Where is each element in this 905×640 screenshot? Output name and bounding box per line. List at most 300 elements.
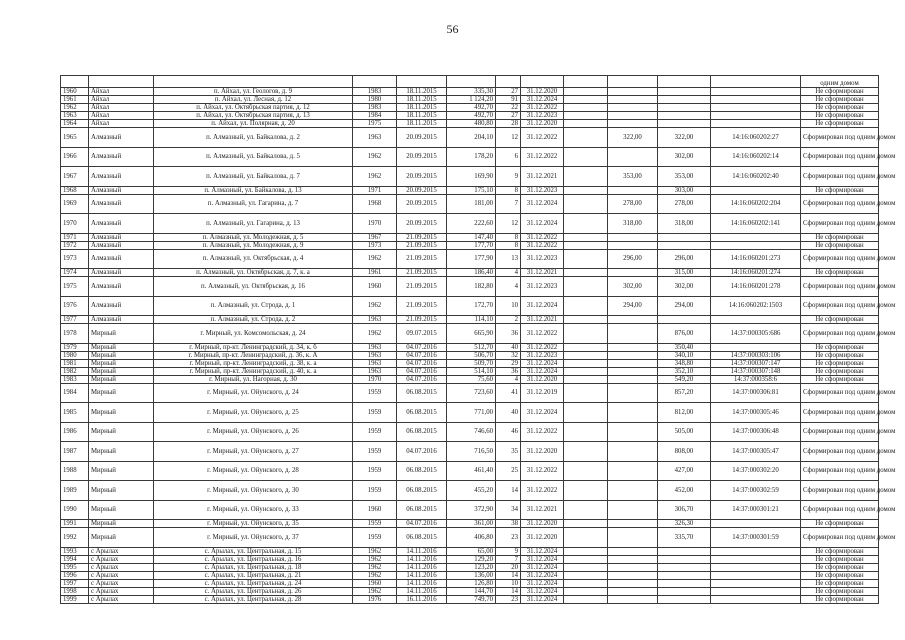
cell-emergency-date: 04.07.2016 (397, 442, 447, 462)
cell-number: 1990 (61, 500, 89, 520)
cell-residents: 7 (496, 194, 521, 214)
cell-settlement: с Арылах (89, 587, 154, 595)
cell-address: п. Айхал, ул. Октябрьская партия, д. 12 (154, 104, 353, 112)
cell-emergency-date: 14.11.2016 (397, 547, 447, 555)
cell-residents: 4 (496, 277, 521, 297)
cell-emergency-date: 21.09.2015 (397, 233, 447, 241)
cell-area: 492,70 (447, 112, 496, 120)
table-row (61, 147, 879, 167)
table-row (61, 88, 879, 96)
cell-address: с. Арылах, ул. Центральная, д. 24 (154, 579, 353, 587)
cell-empty (564, 555, 608, 563)
cell-area: 177,90 (447, 249, 496, 269)
cell-settlement: Мирный (89, 528, 154, 548)
cell-settlement: Алмазный (89, 147, 154, 167)
cell-number: 1968 (61, 186, 89, 194)
cell-end-date: 31.12.2021 (521, 167, 564, 187)
cell-number: 1962 (61, 104, 89, 112)
cell-area: 455,20 (447, 481, 496, 501)
cell-cadastral: 14:16:060202:27 (711, 128, 801, 148)
cell-empty (564, 241, 608, 249)
cell-land-area-1 (608, 186, 658, 194)
cell-settlement: Алмазный (89, 233, 154, 241)
cell-area: 746,60 (447, 422, 496, 442)
cell-land-area-1: 278,00 (608, 194, 658, 214)
cell-empty (564, 120, 608, 128)
cell-cadastral (711, 88, 801, 96)
cell-land-area-2 (658, 579, 711, 587)
cell-area: 182,80 (447, 277, 496, 297)
cell-land-area-2: 857,20 (658, 383, 711, 403)
cell-number: 1974 (61, 269, 89, 277)
cell-residents: 41 (496, 383, 521, 403)
cell-cadastral (711, 186, 801, 194)
cell-residents: 35 (496, 442, 521, 462)
cell-residents: 23 (496, 528, 521, 548)
cell-residents: 38 (496, 520, 521, 528)
cell-address: п. Алмазный, ул. Молодежная, д. 9 (154, 241, 353, 249)
cell-status: Сформирован под одним домом (801, 194, 879, 214)
cell-settlement: Мирный (89, 367, 154, 375)
cell-end-date: 31.12.2024 (521, 367, 564, 375)
cell-year: 1962 (353, 563, 397, 571)
table-row (61, 547, 879, 555)
cell-land-area-1 (608, 104, 658, 112)
cell-settlement: с Арылах (89, 579, 154, 587)
cell-area (447, 76, 496, 88)
cell-settlement: с Арылах (89, 571, 154, 579)
cell-emergency-date: 18.11.2015 (397, 120, 447, 128)
cell-land-area-1 (608, 528, 658, 548)
cell-number: 1972 (61, 241, 89, 249)
cell-land-area-2 (658, 547, 711, 555)
cell-address: г. Мирный, пр-кт. Ленинградский, д. 40, к. а (154, 367, 353, 375)
cell-year: 1963 (353, 128, 397, 148)
cell-settlement: Мирный (89, 481, 154, 501)
cell-address: п. Алмазный, ул. Молодежная, д. 5 (154, 233, 353, 241)
cell-end-date: 31.12.2020 (521, 88, 564, 96)
cell-residents: 4 (496, 269, 521, 277)
cell-residents: 27 (496, 88, 521, 96)
cell-status: Не сформирован (801, 571, 879, 579)
cell-end-date: 31.12.2022 (521, 343, 564, 351)
cell-empty (564, 528, 608, 548)
cell-number: 1983 (61, 375, 89, 383)
cell-settlement: Алмазный (89, 316, 154, 324)
cell-number: 1980 (61, 351, 89, 359)
cell-area: 506,70 (447, 351, 496, 359)
cell-status: Сформирован под одним домом (801, 296, 879, 316)
cell-year: 1962 (353, 147, 397, 167)
cell-status: Сформирован под одним домом (801, 500, 879, 520)
table-row (61, 461, 879, 481)
cell-empty (564, 383, 608, 403)
cell-residents: 10 (496, 296, 521, 316)
cell-number: 1973 (61, 249, 89, 269)
cell-status: Не сформирован (801, 555, 879, 563)
cell-settlement (89, 76, 154, 88)
cell-land-area-2: 302,00 (658, 277, 711, 297)
cell-address: г. Мирный, ул. Ойунского, д. 24 (154, 383, 353, 403)
cell-area: 406,80 (447, 528, 496, 548)
cell-year: 1980 (353, 96, 397, 104)
cell-status: Не сформирован (801, 587, 879, 595)
cell-number: 1969 (61, 194, 89, 214)
housing-table (60, 75, 896, 604)
cell-empty (564, 343, 608, 351)
cell-number: 1967 (61, 167, 89, 187)
cell-address: с. Арылах, ул. Центральная, д. 26 (154, 587, 353, 595)
table-row (61, 383, 879, 403)
cell-cadastral (711, 343, 801, 351)
cell-address: п. Айхал, ул. Лесная, д. 12 (154, 96, 353, 104)
cell-land-area-1 (608, 324, 658, 344)
cell-year: 1960 (353, 500, 397, 520)
cell-year: 1962 (353, 547, 397, 555)
cell-area: 480,80 (447, 120, 496, 128)
cell-end-date: 31.12.2022 (521, 422, 564, 442)
cell-status: Сформирован под одним домом (801, 442, 879, 462)
cell-land-area-2 (658, 96, 711, 104)
table-row (61, 277, 879, 297)
cell-year: 1984 (353, 112, 397, 120)
cell-number: 1995 (61, 563, 89, 571)
cell-settlement: Айхал (89, 112, 154, 120)
cell-area: 461,40 (447, 461, 496, 481)
cell-end-date: 31.12.2024 (521, 194, 564, 214)
cell-residents: 8 (496, 241, 521, 249)
cell-emergency-date: 14.11.2016 (397, 571, 447, 579)
cell-address: п. Алмазный, ул. Октябрьская, д. 7, к. а (154, 269, 353, 277)
cell-cadastral (711, 555, 801, 563)
cell-residents: 14 (496, 571, 521, 579)
cell-residents: 8 (496, 186, 521, 194)
cell-land-area-2: 350,40 (658, 343, 711, 351)
cell-number: 1975 (61, 277, 89, 297)
cell-residents: 9 (496, 167, 521, 187)
cell-land-area-1 (608, 442, 658, 462)
cell-emergency-date: 04.07.2016 (397, 343, 447, 351)
cell-emergency-date: 21.09.2015 (397, 249, 447, 269)
cell-land-area-1: 296,00 (608, 249, 658, 269)
table-row (61, 500, 879, 520)
cell-number: 1963 (61, 112, 89, 120)
cell-area: 1 124,20 (447, 96, 496, 104)
cell-land-area-1: 294,00 (608, 296, 658, 316)
cell-settlement: Мирный (89, 422, 154, 442)
cell-land-area-2: 549,20 (658, 375, 711, 383)
cell-cadastral: 14:37:000302:20 (711, 461, 801, 481)
cell-cadastral: 14:16:060202:40 (711, 167, 801, 187)
table-row (61, 359, 879, 367)
cell-land-area-2 (658, 104, 711, 112)
cell-empty (564, 194, 608, 214)
cell-number: 1989 (61, 481, 89, 501)
table-row (61, 351, 879, 359)
cell-address: п. Алмазный, ул. Байкалова, д. 2 (154, 128, 353, 148)
cell-land-area-2: 812,00 (658, 403, 711, 423)
cell-area: 181,00 (447, 194, 496, 214)
table-row (61, 555, 879, 563)
cell-address: п. Алмазный, ул. Строда, д. 1 (154, 296, 353, 316)
cell-status: Не сформирован (801, 367, 879, 375)
cell-status: Не сформирован (801, 233, 879, 241)
cell-address: п. Алмазный, ул. Байкалова, д. 13 (154, 186, 353, 194)
page-number: 56 (446, 22, 459, 36)
cell-cadastral: 14:37:000358:6 (711, 375, 801, 383)
cell-status: Сформирован под одним домом (801, 422, 879, 442)
cell-land-area-1 (608, 367, 658, 375)
cell-address: г. Мирный, ул. Комсомольская, д. 24 (154, 324, 353, 344)
cell-number: 1981 (61, 359, 89, 367)
cell-land-area-1 (608, 547, 658, 555)
cell-year: 1983 (353, 104, 397, 112)
cell-settlement: Мирный (89, 442, 154, 462)
cell-status: Сформирован под одним домом (801, 383, 879, 403)
cell-residents: 40 (496, 343, 521, 351)
cell-year: 1962 (353, 555, 397, 563)
cell-year: 1959 (353, 528, 397, 548)
cell-residents: 36 (496, 324, 521, 344)
cell-number: 1988 (61, 461, 89, 481)
cell-number: 1987 (61, 442, 89, 462)
cell-end-date: 31.12.2023 (521, 249, 564, 269)
cell-residents: 40 (496, 403, 521, 423)
cell-year: 1959 (353, 481, 397, 501)
cell-end-date: 31.12.2020 (521, 375, 564, 383)
cell-status: Сформирован под одним домом (801, 528, 879, 548)
table-row (61, 296, 879, 316)
table-row (61, 442, 879, 462)
cell-address: с. Арылах, ул. Центральная, д. 28 (154, 595, 353, 603)
cell-area: 178,20 (447, 147, 496, 167)
cell-year: 1960 (353, 277, 397, 297)
cell-empty (564, 269, 608, 277)
table-row (61, 375, 879, 383)
cell-emergency-date: 20.09.2015 (397, 128, 447, 148)
cell-number: 1994 (61, 555, 89, 563)
cell-settlement: Мирный (89, 500, 154, 520)
cell-status: Не сформирован (801, 112, 879, 120)
cell-empty (564, 461, 608, 481)
table-row (61, 120, 879, 128)
cell-status: Сформирован под одним домом (801, 249, 879, 269)
cell-address: п. Алмазный, ул. Гагарина, д. 7 (154, 194, 353, 214)
cell-emergency-date: 04.07.2016 (397, 375, 447, 383)
cell-land-area-1 (608, 233, 658, 241)
cell-status: Не сформирован (801, 88, 879, 96)
cell-emergency-date: 06.08.2015 (397, 500, 447, 520)
cell-emergency-date: 21.09.2015 (397, 241, 447, 249)
cell-settlement: Айхал (89, 120, 154, 128)
cell-cadastral: 14:37:000306:81 (711, 383, 801, 403)
cell-end-date: 31.12.2024 (521, 587, 564, 595)
table-row (61, 343, 879, 351)
cell-cadastral (711, 579, 801, 587)
cell-empty (564, 520, 608, 528)
cell-end-date: 31.12.2021 (521, 316, 564, 324)
cell-empty (564, 359, 608, 367)
cell-area: 509,70 (447, 359, 496, 367)
cell-number: 1982 (61, 367, 89, 375)
cell-land-area-1 (608, 571, 658, 579)
cell-cadastral: 14:37:000307:147 (711, 359, 801, 367)
cell-empty (564, 442, 608, 462)
cell-residents: 28 (496, 120, 521, 128)
cell-end-date: 31.12.2024 (521, 555, 564, 563)
cell-residents: 25 (496, 461, 521, 481)
cell-status: Сформирован под одним домом (801, 167, 879, 187)
cell-emergency-date: 16.11.2016 (397, 595, 447, 603)
cell-emergency-date: 20.09.2015 (397, 147, 447, 167)
cell-area: 144,70 (447, 587, 496, 595)
cell-land-area-2: 278,00 (658, 194, 711, 214)
cell-land-area-1 (608, 481, 658, 501)
table-row (61, 128, 879, 148)
cell-cadastral: 14:16:060201:273 (711, 249, 801, 269)
cell-empty (564, 316, 608, 324)
cell-year: 1967 (353, 233, 397, 241)
cell-land-area-1: 322,00 (608, 128, 658, 148)
cell-address: г. Мирный, ул. Ойунского, д. 35 (154, 520, 353, 528)
cell-cadastral (711, 571, 801, 579)
cell-status: одним домом (801, 76, 879, 88)
cell-end-date: 31.12.2022 (521, 241, 564, 249)
cell-land-area-2: 348,80 (658, 359, 711, 367)
cell-land-area-1 (608, 383, 658, 403)
cell-year: 1975 (353, 120, 397, 128)
cell-emergency-date: 14.11.2016 (397, 587, 447, 595)
cell-area: 514,10 (447, 367, 496, 375)
cell-address: п. Алмазный, ул. Байкалова, д. 5 (154, 147, 353, 167)
cell-number: 1965 (61, 128, 89, 148)
cell-address: г. Мирный, пр-кт. Ленинградский, д. 34, к. б (154, 343, 353, 351)
cell-residents: 2 (496, 316, 521, 324)
cell-land-area-2 (658, 595, 711, 603)
cell-status: Не сформирован (801, 269, 879, 277)
cell-year: 1970 (353, 214, 397, 234)
cell-area: 114,10 (447, 316, 496, 324)
cell-status: Сформирован под одним домом (801, 277, 879, 297)
cell-empty (564, 481, 608, 501)
cell-status: Не сформирован (801, 241, 879, 249)
cell-area: 361,00 (447, 520, 496, 528)
cell-number: 1971 (61, 233, 89, 241)
cell-residents: 14 (496, 587, 521, 595)
cell-land-area-1 (608, 461, 658, 481)
cell-settlement: Алмазный (89, 241, 154, 249)
cell-address: г. Мирный, пр-кт. Ленинградский, д. 36, к. А (154, 351, 353, 359)
cell-area: 222,60 (447, 214, 496, 234)
cell-end-date: 31.12.2023 (521, 112, 564, 120)
cell-cadastral (711, 547, 801, 555)
cell-land-area-2 (658, 571, 711, 579)
cell-number: 1978 (61, 324, 89, 344)
cell-settlement: Айхал (89, 96, 154, 104)
cell-settlement: Мирный (89, 375, 154, 383)
cell-land-area-2: 427,00 (658, 461, 711, 481)
cell-year: 1962 (353, 587, 397, 595)
cell-address: г. Мирный, ул. Нагорная, д. 30 (154, 375, 353, 383)
cell-address: г. Мирный, ул. Ойунского, д. 37 (154, 528, 353, 548)
cell-land-area-2: 326,30 (658, 520, 711, 528)
cell-year: 1960 (353, 579, 397, 587)
cell-land-area-1 (608, 241, 658, 249)
cell-empty (564, 579, 608, 587)
cell-land-area-2: 808,00 (658, 442, 711, 462)
cell-empty (564, 88, 608, 96)
cell-emergency-date: 21.09.2015 (397, 277, 447, 297)
cell-area: 147,40 (447, 233, 496, 241)
cell-end-date: 31.12.2024 (521, 571, 564, 579)
cell-cadastral (711, 96, 801, 104)
cell-area: 65,00 (447, 547, 496, 555)
cell-address: с. Арылах, ул. Центральная, д. 16 (154, 555, 353, 563)
cell-end-date: 31.12.2024 (521, 296, 564, 316)
cell-status: Не сформирован (801, 343, 879, 351)
cell-settlement: Алмазный (89, 269, 154, 277)
cell-land-area-1 (608, 595, 658, 603)
cell-residents: 91 (496, 96, 521, 104)
cell-empty (564, 500, 608, 520)
cell-status: Сформирован под одним домом (801, 403, 879, 423)
cell-end-date: 31.12.2020 (521, 520, 564, 528)
cell-settlement: Алмазный (89, 194, 154, 214)
cell-residents: 12 (496, 128, 521, 148)
cell-empty (564, 233, 608, 241)
cell-end-date: 31.12.2020 (521, 120, 564, 128)
cell-settlement: Алмазный (89, 249, 154, 269)
cell-land-area-2: 335,70 (658, 528, 711, 548)
cell-year: 1959 (353, 422, 397, 442)
cell-empty (564, 128, 608, 148)
cell-status: Не сформирован (801, 96, 879, 104)
table-row (61, 104, 879, 112)
cell-land-area-2 (658, 563, 711, 571)
cell-settlement: с Арылах (89, 555, 154, 563)
cell-address: г. Мирный, ул. Ойунского, д. 33 (154, 500, 353, 520)
table-row (61, 316, 879, 324)
cell-settlement: Алмазный (89, 296, 154, 316)
cell-cadastral (711, 120, 801, 128)
cell-status: Не сформирован (801, 186, 879, 194)
cell-area: 512,70 (447, 343, 496, 351)
cell-address: г. Мирный, ул. Ойунского, д. 30 (154, 481, 353, 501)
cell-emergency-date: 04.07.2016 (397, 520, 447, 528)
cell-end-date: 31.12.2023 (521, 351, 564, 359)
cell-address: п. Алмазный, ул. Октябрьская, д. 4 (154, 249, 353, 269)
cell-emergency-date: 04.07.2016 (397, 359, 447, 367)
cell-cadastral: 14:37:000307:148 (711, 367, 801, 375)
cell-settlement: Алмазный (89, 128, 154, 148)
cell-cadastral (711, 76, 801, 88)
cell-address (154, 76, 353, 88)
cell-year: 1963 (353, 343, 397, 351)
cell-cadastral: 14:16:060202:1503 (711, 296, 801, 316)
cell-land-area-1: 318,00 (608, 214, 658, 234)
cell-area: 177,70 (447, 241, 496, 249)
cell-land-area-2 (658, 112, 711, 120)
cell-land-area-2: 303,00 (658, 186, 711, 194)
cell-end-date: 31.12.2024 (521, 595, 564, 603)
cell-year: 1968 (353, 194, 397, 214)
table-row (61, 186, 879, 194)
cell-number: 1979 (61, 343, 89, 351)
cell-end-date: 31.12.2022 (521, 128, 564, 148)
cell-residents: 27 (496, 112, 521, 120)
cell-end-date: 31.12.2023 (521, 186, 564, 194)
cell-area: 136,00 (447, 571, 496, 579)
